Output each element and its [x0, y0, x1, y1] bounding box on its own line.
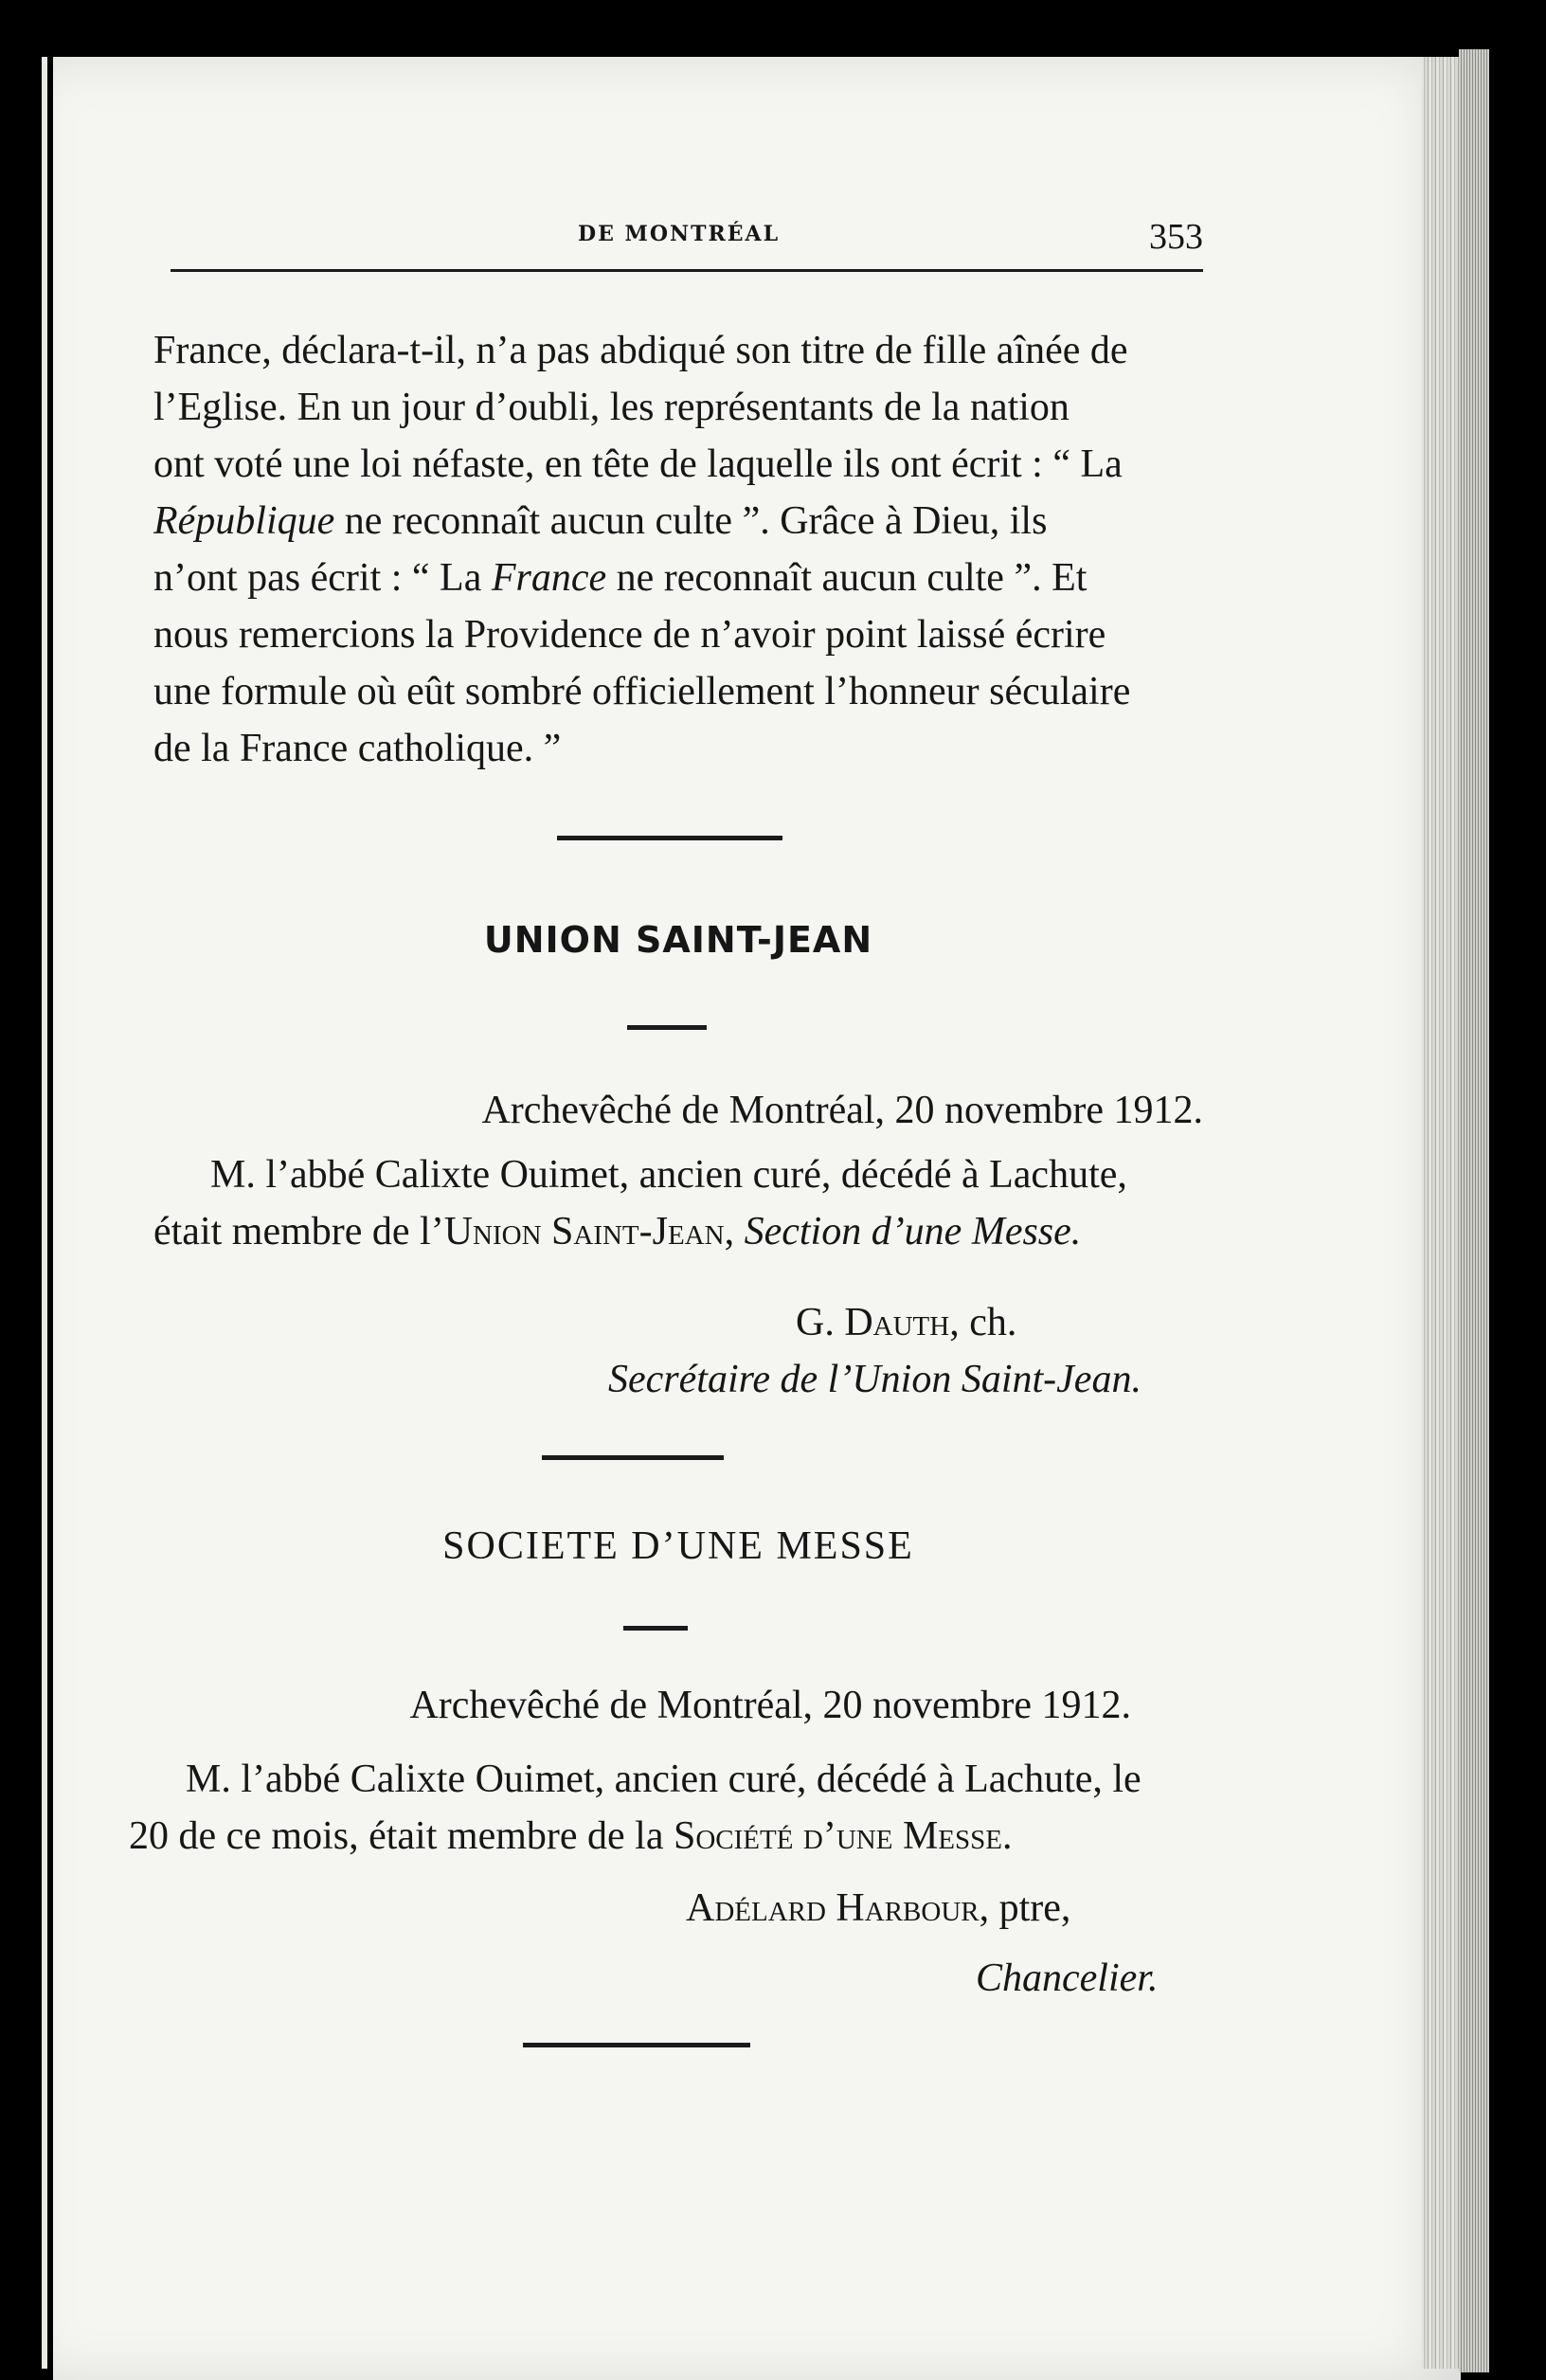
text-span: n’ont pas écrit : “ La — [153, 556, 492, 600]
dateline: Archevêché de Montréal, 20 novembre 1912. — [481, 1089, 1203, 1132]
italic-text: République — [153, 499, 335, 543]
text-span: ne reconnaît aucun culte ”. Grâce à Dieu, ils — [334, 499, 1048, 543]
signature-title: Secrétaire de l’Union Saint-Jean. — [608, 1358, 1142, 1401]
signature-name — [796, 1300, 1016, 1345]
text-span: , ch. — [949, 1301, 1017, 1344]
header-rule — [171, 269, 1203, 272]
left-page-edge — [42, 57, 47, 2369]
small-caps-text: Adélard Harbour — [686, 1886, 980, 1930]
heading-underline-rule — [627, 1025, 707, 1030]
text-line — [129, 1808, 1161, 1865]
page-stack-outer-edges — [1459, 49, 1489, 2372]
notice-paragraph — [129, 1751, 1161, 1865]
text-line — [153, 493, 1203, 550]
small-caps-text: Dauth — [844, 1301, 950, 1344]
notice-paragraph — [153, 1146, 1203, 1260]
small-caps-text: Union Saint-Jean — [443, 1210, 725, 1253]
section-heading-societe-d-une-messe: SOCIETE D’UNE MESSE — [442, 1524, 914, 1568]
text-line: de la France catholique. ” — [153, 727, 562, 770]
text-line: M. l’abbé Calixte Ouimet, ancien curé, décédé à Lachute, — [210, 1153, 1127, 1197]
section-heading-union-saint-jean: UNION SAINT-JEAN — [483, 919, 873, 961]
text-span: . — [1001, 1814, 1013, 1858]
dateline: Archevêché de Montréal, 20 novembre 1912. — [409, 1684, 1131, 1727]
text-line: nous remercions la Providence de n’avoir point laissé écrire — [153, 613, 1106, 657]
signature-name — [686, 1885, 1070, 1931]
text-span: était membre de l’ — [153, 1210, 444, 1253]
continuation-paragraph — [153, 322, 1203, 777]
italic-text: Section d’une Messe. — [744, 1210, 1082, 1253]
section-separator-rule — [523, 2043, 750, 2047]
italic-text: France — [491, 556, 607, 600]
running-title: DE MONTRÉAL — [578, 222, 781, 246]
text-line: ont voté une loi néfaste, en tête de laquelle ils ont écrit : “ La — [153, 442, 1123, 486]
text-span: G. — [796, 1301, 845, 1344]
section-separator-rule — [557, 836, 782, 840]
text-line: M. l’abbé Calixte Ouimet, ancien curé, décédé à Lachute, le — [186, 1758, 1142, 1801]
text-line: l’Eglise. En un jour d’oubli, les représentants de la nation — [153, 386, 1070, 429]
text-span: ne reconnaît aucun culte ”. Et — [606, 556, 1088, 600]
heading-underline-rule — [623, 1626, 688, 1631]
text-line: une formule où eût sombré officiellement l’honneur séculaire — [153, 670, 1131, 713]
running-head — [171, 216, 1203, 273]
signature-title: Chancelier. — [976, 1956, 1159, 2000]
small-caps-text: Société d’une Messe — [673, 1814, 1002, 1858]
page-number: 353 — [1149, 217, 1203, 257]
text-span: 20 de ce mois, était membre de la — [129, 1814, 674, 1858]
text-line — [153, 550, 1203, 606]
section-separator-rule — [542, 1455, 724, 1460]
text-line: France, déclara-t-il, n’a pas abdiqué son titre de fille aînée de — [153, 329, 1128, 372]
text-span: , ptre, — [979, 1886, 1071, 1930]
text-line — [153, 1203, 1203, 1260]
text-span: , — [724, 1210, 745, 1253]
